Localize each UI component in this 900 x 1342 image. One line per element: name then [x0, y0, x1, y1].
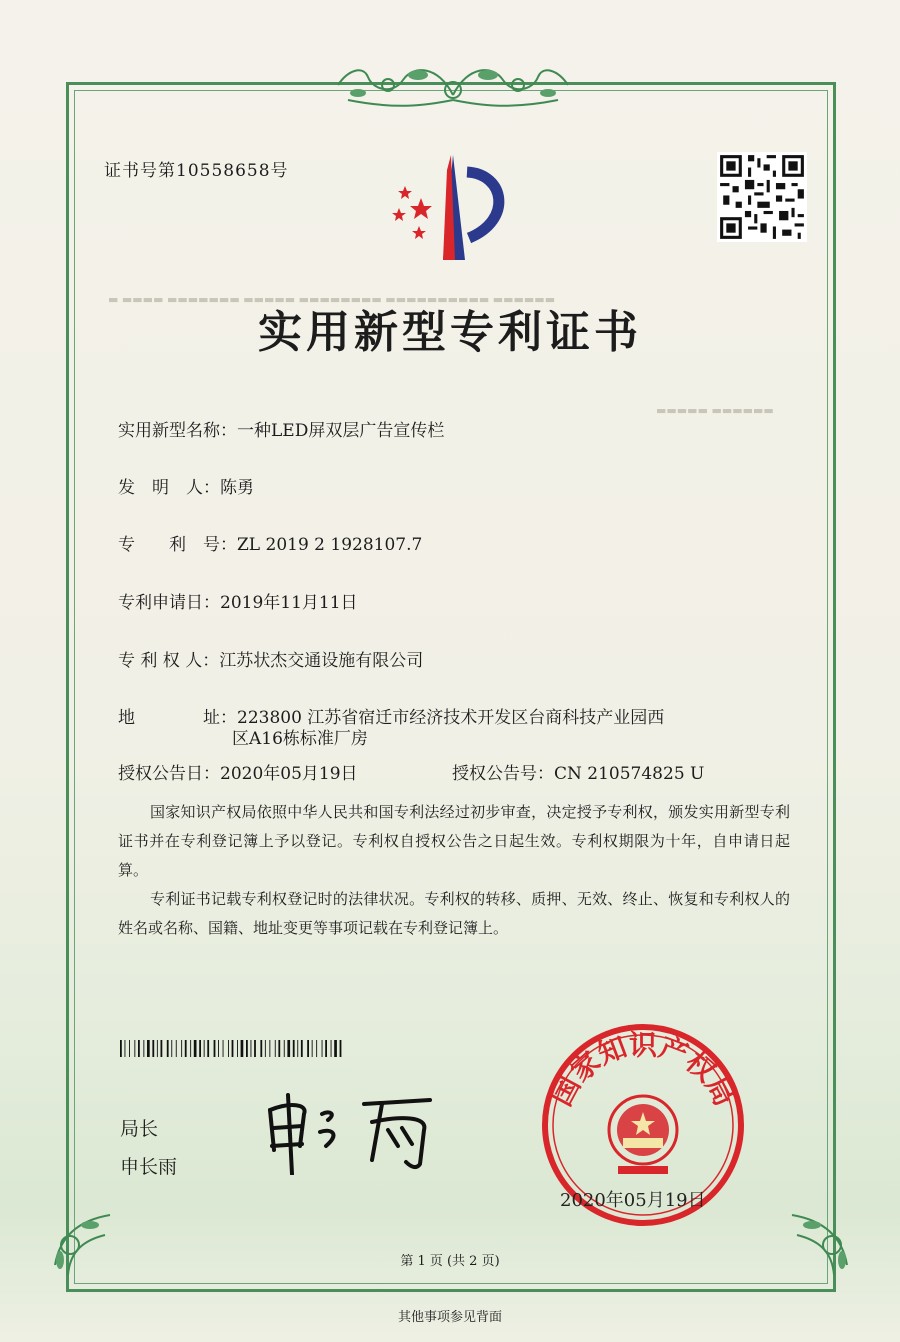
top-ornament-icon: [318, 55, 588, 115]
field-value: 一种LED屏双层广告宣传栏: [237, 421, 445, 441]
certificate-number: 证书号第10558658号: [104, 161, 289, 181]
field-value: 江苏状杰交通设施有限公司: [219, 651, 424, 671]
footer-note: 其他事项参见背面: [397, 1310, 502, 1325]
field-patent-number: [118, 530, 422, 555]
show-through-text: ▬ ▬▬▬▬ ▬▬▬▬▬▬▬ ▬▬▬▬▬ ▬▬▬▬▬▬▬▬ ▬▬▬▬▬▬▬▬▬▬ ▬▬▬▬▬▬: [108, 293, 556, 306]
director-title: 局长: [120, 1118, 159, 1140]
field-label: 发 明 人：: [118, 478, 220, 498]
page-number: 第 1 页 (共 2 页): [400, 1254, 500, 1269]
director-name: 申长雨: [120, 1156, 178, 1178]
field-value: CN 210574825 U: [554, 764, 705, 784]
field-label: 实用新型名称：: [118, 421, 237, 441]
field-label: 地 址：: [118, 708, 237, 728]
field-utility-model-name: [118, 416, 444, 441]
statement-paragraph: 国家知识产权局依照中华人民共和国专利法经过初步审查，决定授予专利权，颁发实用新型专利证书并在专利登记簿上予以登记。专利权自授权公告之日起生效。专利权期限为十年，自申请日起算。: [118, 803, 790, 879]
field-address: [118, 703, 664, 728]
field-value: 223800 江苏省宿迁市经济技术开发区台商科技产业园西: [237, 708, 665, 728]
field-value: 2020年05月19日: [220, 764, 358, 784]
corner-ornament-icon: [782, 1205, 862, 1285]
field-label: 专 利 权 人：: [118, 651, 220, 671]
cnipa-logo-icon: [385, 150, 525, 265]
field-inventor: [118, 473, 254, 498]
field-value: ZL 2019 2 1928107.7: [237, 535, 423, 555]
field-grant-date: [118, 759, 358, 784]
field-label: 授权公告日：: [118, 764, 220, 784]
field-patentee: [118, 646, 423, 671]
svg-text:国家知识产权局: [545, 1029, 742, 1112]
field-address-line2: 区A16栋标准厂房: [232, 729, 368, 749]
barcode: [120, 1040, 346, 1057]
field-grant-number: [452, 759, 704, 784]
statement-paragraph: 专利证书记载专利权登记时的法律状况。专利权的转移、质押、无效、终止、恢复和专利权人的姓名或名称、国籍、地址变更等事项记载在专利登记簿上。: [118, 890, 790, 937]
qr-code: [717, 152, 807, 242]
field-value: 2019年11月11日: [220, 593, 358, 613]
field-label: 授权公告号：: [452, 764, 554, 784]
field-label: 专利申请日：: [118, 593, 220, 613]
corner-ornament-icon: [40, 1205, 120, 1285]
seal-text: 国家知识产权局: [544, 1028, 742, 1112]
field-label: 专 利 号：: [118, 535, 237, 555]
certificate-title: 实用新型专利证书: [258, 307, 642, 358]
show-through-text: ▬▬▬▬▬ ▬▬▬▬▬▬: [656, 404, 774, 417]
field-value: 陈勇: [220, 478, 254, 498]
seal-date: 2020年05月19日: [560, 1190, 706, 1211]
director-signature: [260, 1090, 460, 1175]
field-filing-date: [118, 588, 358, 613]
